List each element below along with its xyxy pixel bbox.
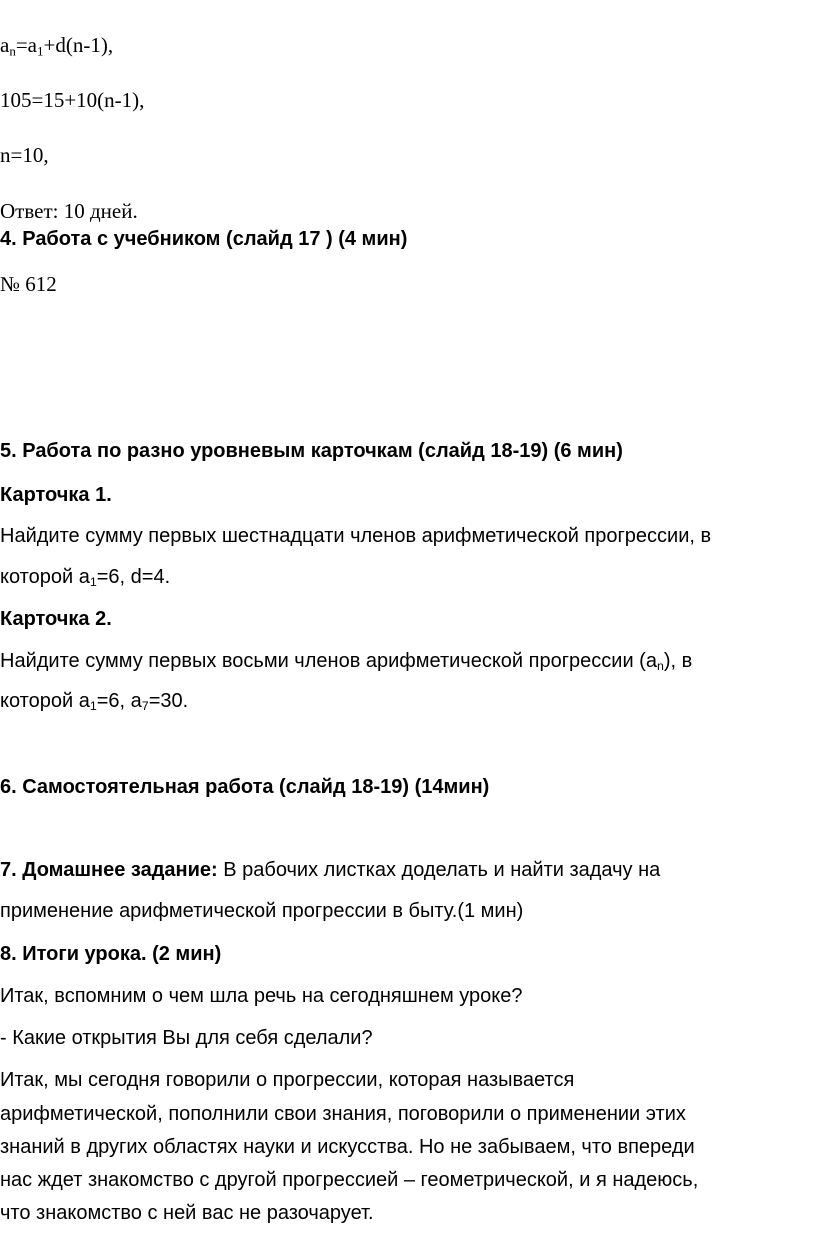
- card-1-title: Карточка 1.: [0, 484, 112, 506]
- formula-line-1: $a_n=a_1+d(n-1)$,: [0, 33, 114, 59]
- card-1-text-line-1: Найдите сумму первых шестнадцати членов арифметической прогрессии, в: [0, 525, 712, 547]
- section-7-line-2: применение арифметической прогрессии в быту.(1 мин): [0, 900, 524, 922]
- card-2-text-line-2: которой $a_1=6$, $a_7=30$.: [0, 690, 189, 714]
- answer-line: Ответ: 10 дней.: [0, 199, 138, 223]
- card-1-text-line-2: которой $a_1=6$, d=4.: [0, 566, 171, 590]
- summary-line-1: Итак, мы сегодня говорили о прогрессии, которая называется: [0, 1069, 575, 1091]
- summary-line-5: что знакомство с ней вас не разочарует.: [0, 1202, 374, 1224]
- summary-line-2: арифметической, пополнили свои знания, поговорили о применении этих: [0, 1103, 686, 1125]
- section-4-heading: 4. Работа с учебником (слайд 17 ) (4 мин): [0, 228, 408, 250]
- section-8-question-2: - Какие открытия Вы для себя сделали?: [0, 1027, 373, 1049]
- section-7-heading: 7. Домашнее задание:: [0, 859, 218, 881]
- card-2-title: Карточка 2.: [0, 608, 112, 630]
- section-8-question-1: Итак, вспомним о чем шла речь на сегодняшнем уроке?: [0, 985, 523, 1007]
- formula-line-3: n=10,: [0, 143, 49, 167]
- section-7-line-1: 7. Домашнее задание: В рабочих листках доделать и найти задачу на: [0, 859, 661, 881]
- formula-line-2: 105=15+10(n-1),: [0, 88, 145, 112]
- section-5-heading: 5. Работа по разно уровневым карточкам (слайд 18-19) (6 мин): [0, 440, 623, 462]
- card-2-text-line-1: Найдите сумму первых восьми членов арифметической прогрессии $(a_n)$, в: [0, 650, 693, 674]
- section-6-heading: 6. Самостоятельная работа (слайд 18-19) (14мин): [0, 776, 490, 798]
- summary-line-4: нас ждет знакомство с другой прогрессией – геометрической, и я надеюсь,: [0, 1169, 699, 1191]
- summary-line-3: знаний в других областях науки и искусства. Но не забываем, что впереди: [0, 1136, 695, 1158]
- section-8-heading: 8. Итоги урока. (2 мин): [0, 943, 222, 965]
- section-4-task-number: № 612: [0, 272, 57, 296]
